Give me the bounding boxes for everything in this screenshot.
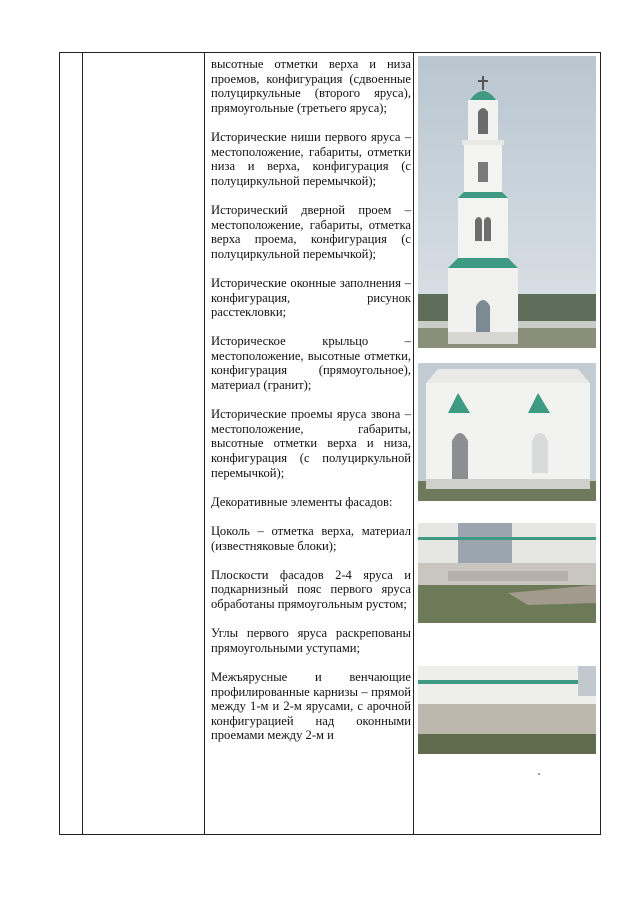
plinth-photo bbox=[418, 666, 596, 754]
paragraph-cornices: Межъярусные и венчающие профилированные карнизы – прямой между 1-м и 2-м ярусами, с арочной конфигурацией над оконными проемами между 2-м и bbox=[211, 669, 411, 743]
number-cell bbox=[60, 53, 83, 835]
bell-tower-photo bbox=[418, 56, 596, 348]
photo-cell bbox=[414, 53, 601, 835]
paragraph-openings-heights: высотные отметки верха и низа проемов, конфигурация (сдвоенные полуциркульные (второго яруса), прямоугольные (третьего яруса); bbox=[211, 57, 411, 115]
table-row bbox=[60, 53, 601, 835]
scan-speck bbox=[538, 773, 540, 775]
name-cell bbox=[83, 53, 205, 835]
protection-table bbox=[59, 52, 601, 835]
paragraph-porch: Историческое крыльцо – местоположение, высотные отметки, конфигурация (прямоугольное), материал (гранит); bbox=[211, 334, 411, 393]
paragraph-facade-rustication: Плоскости фасадов 2-4 яруса и подкарнизный пояс первого яруса обработаны прямоугольным рустом; bbox=[211, 567, 411, 611]
photo-column bbox=[414, 53, 600, 834]
paragraph-bell-tier-openings: Исторические проемы яруса звона – местоположение, габариты, высотные отметки верха и низа, конфигурация (с полуциркульной перемычкой); bbox=[211, 407, 411, 480]
paragraph-window-fillings: Исторические оконные заполнения – конфигурация, рисунок расстекловки; bbox=[211, 275, 411, 320]
paragraph-corners: Углы первого яруса раскрепованы прямоугольными уступами; bbox=[211, 626, 411, 655]
paragraph-plinth: Цоколь – отметка верха, материал (известняковые блоки); bbox=[211, 524, 411, 553]
paragraph-niches: Исторические ниши первого яруса – местоположение, габариты, отметки низа и верха, конфигурация (с полуциркульной перемычкой); bbox=[211, 129, 411, 188]
paragraph-decor-heading: Декоративные элементы фасадов: bbox=[211, 494, 393, 509]
description-cell bbox=[205, 53, 414, 835]
porch-photo bbox=[418, 523, 596, 623]
paragraph-door-opening: Исторический дверной проем – местоположение, габариты, отметка верха проема, конфигурация (с полуциркульной перемычкой); bbox=[211, 202, 411, 261]
first-tier-photo bbox=[418, 363, 596, 501]
